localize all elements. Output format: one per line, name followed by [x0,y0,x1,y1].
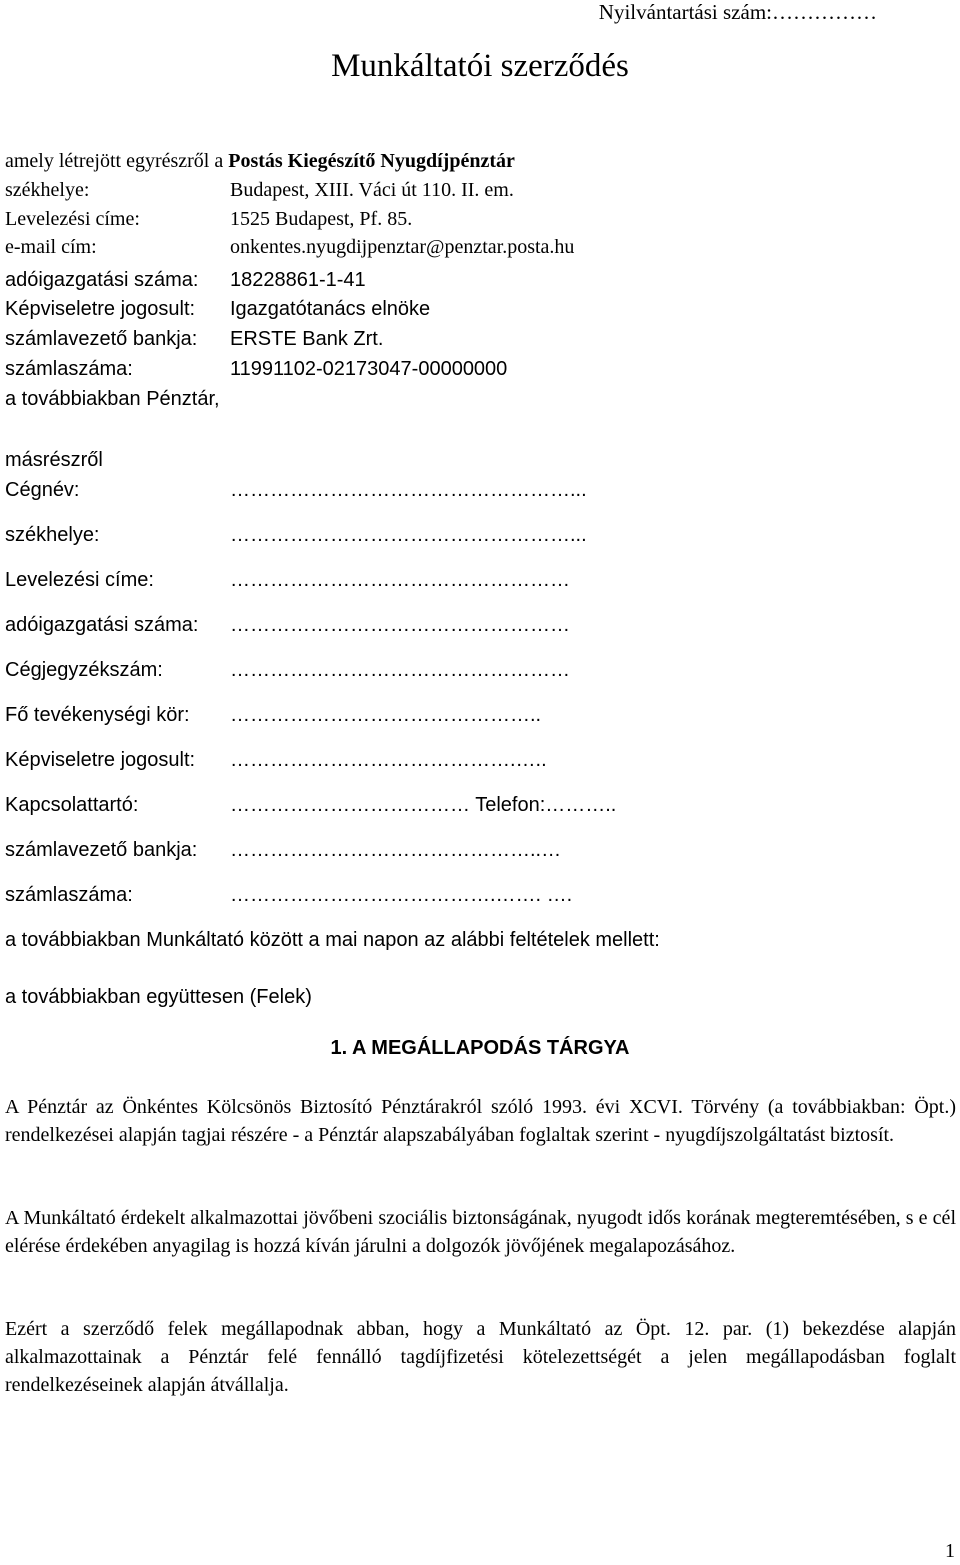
employer-row-label: Cégjegyzékszám: [5,659,163,681]
employer-row-blank: ………………………………………..… [230,839,562,861]
fund-row-seat [5,176,514,204]
employer-row-blank: ……………………………… Telefon:……….. [230,794,617,816]
employer-row-label: Levelezési címe: [5,569,154,591]
fund-name: Postás Kiegészítő Nyugdíjpénztár [228,150,515,172]
employer-row-label: Cégnév: [5,479,80,501]
page-number: 1 [945,1540,955,1562]
parties-note: a továbbiakban együttesen (Felek) [5,986,312,1008]
employer-row-label: Képviseletre jogosult: [5,749,196,771]
fund-closing: a továbbiakban Pénztár, [5,388,220,410]
employer-row-registry-number [5,656,570,684]
employer-row-seat [5,521,587,549]
employer-row-blank: …………………………………………… [230,659,570,681]
employer-row-label: Kapcsolattartó: [5,794,139,816]
employer-row-label: székhelye: [5,524,100,546]
fund-row-label: székhelye: [5,179,90,201]
employer-row-blank: ……………………………………………... [230,524,587,546]
fund-row-value: 1525 Budapest, Pf. 85. [230,208,413,230]
employer-intro: másrészről [5,449,103,471]
employer-row-label: adóigazgatási száma: [5,614,199,636]
section-heading: 1. A MEGÁLLAPODÁS TÁRGYA [330,1037,630,1059]
fund-email-value: onkentes.nyugdijpenztar@penztar.posta.hu [230,236,575,258]
employer-row-main-activity [5,701,541,729]
employer-row-blank: …………………………………….….. [230,749,547,771]
fund-row-bank [5,325,383,353]
fund-row-account [5,355,507,383]
fund-row-email [5,233,574,261]
fund-row-mailing-address [5,205,412,233]
fund-intro-prefix: amely létrejött egyrészről a [5,150,229,172]
fund-row-tax-number [5,266,366,294]
employer-row-label: Fő tevékenységi kör: [5,704,190,726]
fund-row-value: ERSTE Bank Zrt. [230,328,384,350]
employer-row-blank: …………………………………………… [230,569,570,591]
employer-row-account [5,881,572,909]
fund-intro [5,147,515,175]
section-paragraph: Ezért a szerződő felek megállapodnak abban, hogy a Munkáltató az Öpt. 12. par. (1) bekezdése alapján alkalmazottainak a Pénztár felé fennálló tagdíjfizetési kötelezettségét a jelen megállapodásban foglalt rendelkezéseinek alapján átvállalja. [5,1318,956,1396]
fund-row-representative [5,295,430,323]
employer-row-contact-person [5,791,616,819]
fund-row-label: Levelezési címe: [5,208,140,230]
registration-number: Nyilvántartási szám:…………… [598,0,877,24]
employer-row-mailing-address [5,566,570,594]
fund-row-label: Képviseletre jogosult: [5,298,196,320]
fund-row-value: 18228861-1-41 [230,269,366,291]
employer-row-label: számlaszáma: [5,884,133,906]
fund-row-label: számlavezető bankja: [5,328,198,350]
fund-row-label: e-mail cím: [5,236,97,258]
section-paragraph: A Munkáltató érdekelt alkalmazottai jövőbeni szociális biztonságának, nyugodt idős korának megteremtésében, s e cél elérése érdekében anyagilag is hozzá kíván járulni a dolgozók jövőjének megalapozásához. [5,1207,956,1257]
page-title: Munkáltatói szerződés [331,48,629,84]
employer-row-blank: ……………………………………………... [230,479,587,501]
employer-row-blank: ……………………………………….. [230,704,542,726]
employer-row-tax-number [5,611,570,639]
fund-row-label: adóigazgatási száma: [5,269,199,291]
employer-row-bank [5,836,561,864]
employer-row-blank: …………………………………………… [230,614,570,636]
employer-row-blank: ………………………………….……. …. [230,884,573,906]
employer-row-representative [5,746,547,774]
section-paragraph: A Pénztár az Önkéntes Kölcsönös Biztosító Pénztárakról szóló 1993. évi XCVI. Törvény (a továbbiakban: Öpt.) rendelkezései alapján tagjai részére - a Pénztár alapszabályában foglaltak szerint - nyugdíjszolgáltatást biztosít. [5,1096,956,1146]
fund-row-value: Budapest, XIII. Váci út 110. II. em. [230,179,514,201]
fund-row-value: 11991102-02173047-00000000 [230,358,508,380]
fund-row-value: Igazgatótanács elnöke [230,298,431,320]
employer-row-label: számlavezető bankja: [5,839,198,861]
fund-row-label: számlaszáma: [5,358,133,380]
employer-closing: a továbbiakban Munkáltató között a mai napon az alábbi feltételek mellett: [5,929,660,951]
employer-row-company-name [5,476,587,504]
